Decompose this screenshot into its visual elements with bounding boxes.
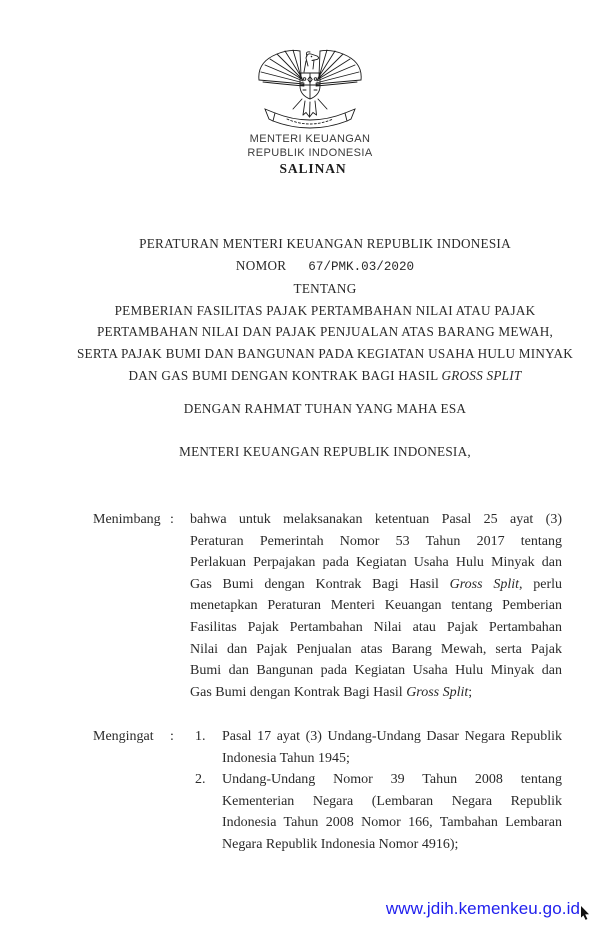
text-line: Nilai dan Pajak Penjualan atas Barang Mewah, serta Pajak	[190, 641, 562, 657]
garuda-head	[304, 52, 319, 72]
jdih-link[interactable]: www.jdih.kemenkeu.go.id	[385, 899, 580, 918]
text-line: Indonesia Tahun 1945;	[222, 750, 350, 766]
ministry-name-block	[156, 133, 464, 160]
considering-text	[190, 509, 562, 703]
right-wing	[316, 50, 361, 86]
legal-basis-item	[190, 769, 562, 855]
left-wing	[259, 50, 304, 86]
ministry-line-1: MENTERI KEUANGAN	[249, 133, 371, 145]
item-text	[222, 769, 562, 855]
text-line: Peraturan Pemerintah Nomor 53 Tahun 2017 tentang	[190, 533, 562, 549]
considering-colon: :	[170, 512, 174, 527]
text-line: Perlakuan Perpajakan pada Kegiatan Usaha Hulu Minyak dan	[190, 555, 562, 571]
footer	[386, 899, 590, 926]
remembering-clause	[93, 726, 562, 856]
text-line: PERTAMBAHAN NILAI DAN PAJAK PENJUALAN ATAS BARANG MEWAH,	[96, 324, 554, 340]
tail-feathers	[293, 99, 327, 117]
regulation-number-line	[58, 255, 592, 279]
invocation-line: DENGAN RAHMAT TUHAN YANG MAHA ESA	[183, 401, 467, 416]
text-line: Negara Republik Indonesia Nomor 4916);	[222, 836, 459, 852]
considering-clause	[93, 509, 562, 703]
regulation-heading: PERATURAN MENTERI KEUANGAN REPUBLIK INDONESIA	[139, 236, 511, 251]
about-label: TENTANG	[293, 281, 357, 297]
item-text	[222, 726, 562, 769]
text-line: Fasilitas Pajak Pertambahan Nilai atau Pajak Pertambahan	[190, 619, 562, 635]
text-line: PEMBERIAN FASILITAS PAJAK PERTAMBAHAN NILAI ATAU PAJAK	[114, 302, 536, 318]
text-line: Undang-Undang Nomor 39 Tahun 2008 tentang	[222, 772, 562, 788]
text-line: DAN GAS BUMI DENGAN KONTRAK BAGI HASIL GROSS SPLIT	[128, 367, 522, 383]
regulation-subject	[58, 300, 592, 386]
text-line: SERTA PAJAK BUMI DAN BANGUNAN PADA KEGIATAN USAHA HULU MINYAK	[76, 345, 574, 361]
text-line: Gas Bumi dengan Kontrak Bagi Hasil Gross Split;	[190, 684, 473, 700]
item-number: 2.	[195, 772, 206, 788]
text-line: Indonesia Tahun 2008 Nomor 166, Tambahan Lembaran	[222, 815, 562, 831]
considering-label: Menimbang	[93, 512, 161, 527]
text-line: bahwa untuk melaksanakan ketentuan Pasal 25 ayat (3)	[190, 512, 562, 527]
ministry-line-2: REPUBLIK INDONESIA	[247, 146, 373, 159]
item-number: 1.	[195, 729, 206, 744]
mouse-pointer-icon	[580, 906, 590, 926]
regulation-title-block	[58, 233, 592, 386]
authority-line: MENTERI KEUANGAN REPUBLIK INDONESIA,	[179, 444, 471, 459]
text-line: Bumi dan Bangunan pada Kegiatan Usaha Hulu Minyak dan	[190, 663, 562, 679]
number-label: NOMOR	[235, 257, 287, 273]
text-line: Kementerian Negara (Lembaran Negara Republik	[222, 793, 562, 809]
number-value: 67/PMK.03/2020	[308, 259, 415, 274]
garuda-pancasila-emblem	[256, 49, 364, 133]
remembering-label: Mengingat	[93, 729, 154, 744]
copy-stamp: SALINAN	[279, 161, 347, 176]
legal-basis-item	[190, 726, 562, 769]
text-line: Pasal 17 ayat (3) Undang-Undang Dasar Negara Republik	[222, 729, 562, 744]
text-line: Gas Bumi dengan Kontrak Bagi Hasil Gross Split, perlu	[190, 576, 563, 592]
remembering-list	[190, 726, 562, 856]
remembering-colon: :	[170, 729, 174, 744]
text-line: menetapkan Peraturan Menteri Keuangan tentang Pemberian	[190, 598, 562, 614]
